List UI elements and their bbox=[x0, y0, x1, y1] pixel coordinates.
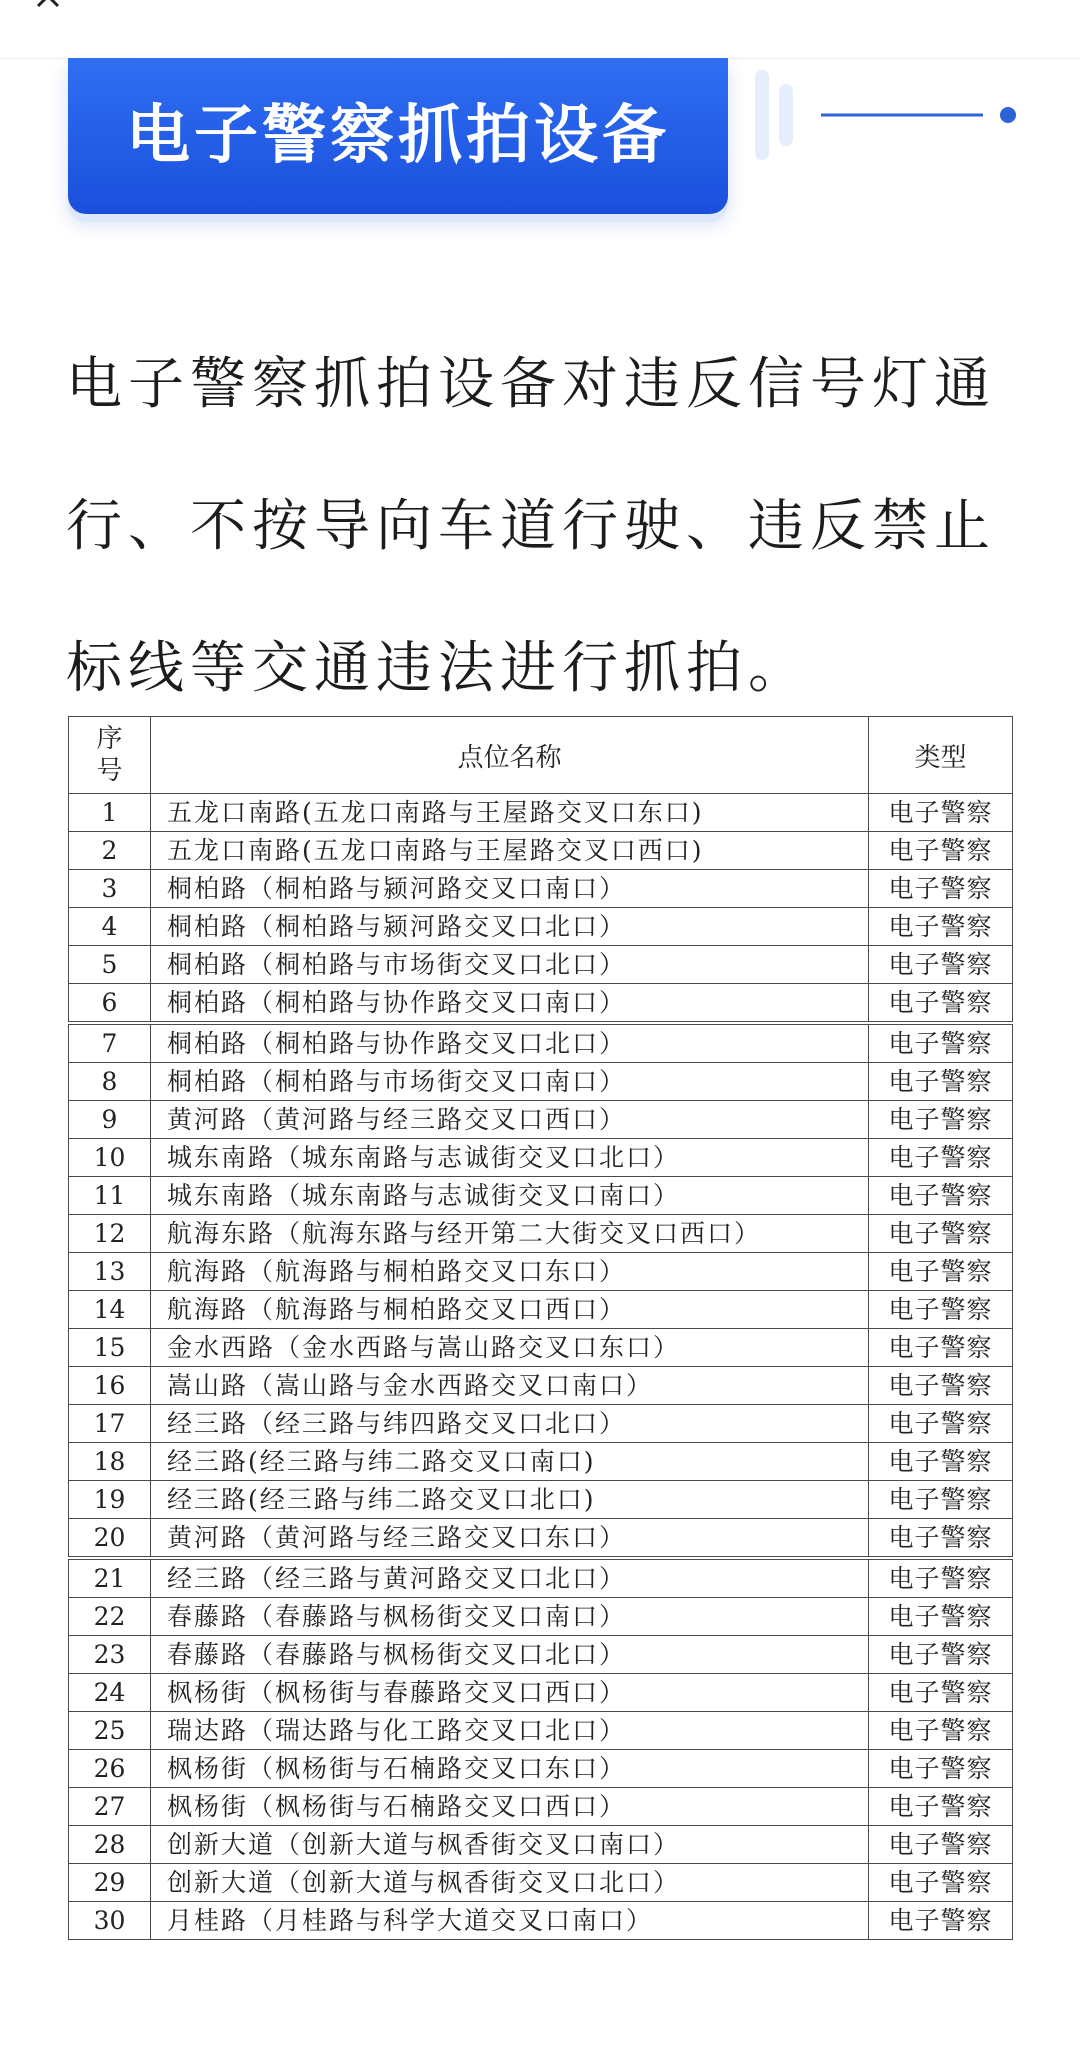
row-location: 城东南路（城东南路与志诚街交叉口北口） bbox=[151, 1139, 869, 1177]
row-location: 嵩山路（嵩山路与金水西路交叉口南口） bbox=[151, 1367, 869, 1405]
row-num: 18 bbox=[69, 1443, 151, 1481]
row-num: 25 bbox=[69, 1712, 151, 1750]
table-row bbox=[69, 1712, 1013, 1750]
row-location: 航海路（航海路与桐柏路交叉口东口） bbox=[151, 1253, 869, 1291]
row-location: 月桂路（月桂路与科学大道交叉口南口） bbox=[151, 1902, 869, 1940]
row-num: 17 bbox=[69, 1405, 151, 1443]
table-header-row bbox=[69, 717, 1013, 794]
camera-location-table bbox=[68, 716, 1012, 1940]
table-row bbox=[69, 832, 1013, 870]
row-num: 14 bbox=[69, 1291, 151, 1329]
row-type: 电子警察 bbox=[869, 1750, 1013, 1788]
row-type: 电子警察 bbox=[869, 870, 1013, 908]
table-row bbox=[69, 1636, 1013, 1674]
row-location: 创新大道（创新大道与枫香街交叉口南口） bbox=[151, 1826, 869, 1864]
table-row bbox=[69, 946, 1013, 984]
row-location: 经三路(经三路与纬二路交叉口北口) bbox=[151, 1481, 869, 1519]
table-row bbox=[69, 794, 1013, 832]
row-type: 电子警察 bbox=[869, 1329, 1013, 1367]
row-num: 23 bbox=[69, 1636, 151, 1674]
row-location: 枫杨街（枫杨街与石楠路交叉口东口） bbox=[151, 1750, 869, 1788]
row-type: 电子警察 bbox=[869, 946, 1013, 984]
row-num: 8 bbox=[69, 1063, 151, 1101]
row-type: 电子警察 bbox=[869, 1405, 1013, 1443]
row-type: 电子警察 bbox=[869, 984, 1013, 1024]
row-num: 5 bbox=[69, 946, 151, 984]
row-location: 桐柏路（桐柏路与颍河路交叉口北口） bbox=[151, 908, 869, 946]
header-num-line2: 号 bbox=[96, 756, 123, 786]
row-location: 经三路（经三路与纬四路交叉口北口） bbox=[151, 1405, 869, 1443]
table-row bbox=[69, 1329, 1013, 1367]
row-type: 电子警察 bbox=[869, 1864, 1013, 1902]
row-num: 16 bbox=[69, 1367, 151, 1405]
table-row bbox=[69, 1519, 1013, 1559]
row-type: 电子警察 bbox=[869, 1902, 1013, 1940]
row-type: 电子警察 bbox=[869, 1253, 1013, 1291]
table-row bbox=[69, 1253, 1013, 1291]
row-num: 21 bbox=[69, 1558, 151, 1598]
row-num: 6 bbox=[69, 984, 151, 1024]
row-type: 电子警察 bbox=[869, 1443, 1013, 1481]
row-type: 电子警察 bbox=[869, 908, 1013, 946]
table-row bbox=[69, 1139, 1013, 1177]
banner-decoration bbox=[755, 70, 1055, 160]
row-location: 枫杨街（枫杨街与春藤路交叉口西口） bbox=[151, 1674, 869, 1712]
table-row bbox=[69, 1215, 1013, 1253]
row-location: 五龙口南路(五龙口南路与王屋路交叉口东口) bbox=[151, 794, 869, 832]
row-num: 29 bbox=[69, 1864, 151, 1902]
row-location: 桐柏路（桐柏路与颍河路交叉口南口） bbox=[151, 870, 869, 908]
row-num: 4 bbox=[69, 908, 151, 946]
row-type: 电子警察 bbox=[869, 1558, 1013, 1598]
table-row bbox=[69, 1101, 1013, 1139]
row-num: 12 bbox=[69, 1215, 151, 1253]
banner-title: 电子警察抓拍设备 bbox=[126, 99, 670, 173]
header-num bbox=[69, 717, 151, 794]
row-num: 2 bbox=[69, 832, 151, 870]
row-location: 城东南路（城东南路与志诚街交叉口南口） bbox=[151, 1177, 869, 1215]
row-type: 电子警察 bbox=[869, 1481, 1013, 1519]
row-location: 经三路（经三路与黄河路交叉口北口） bbox=[151, 1558, 869, 1598]
row-num: 26 bbox=[69, 1750, 151, 1788]
table-row bbox=[69, 1405, 1013, 1443]
row-location: 瑞达路（瑞达路与化工路交叉口北口） bbox=[151, 1712, 869, 1750]
table-row bbox=[69, 1558, 1013, 1598]
row-type: 电子警察 bbox=[869, 1063, 1013, 1101]
table-row bbox=[69, 870, 1013, 908]
row-location: 金水西路（金水西路与嵩山路交叉口东口） bbox=[151, 1329, 869, 1367]
row-type: 电子警察 bbox=[869, 1598, 1013, 1636]
table-row bbox=[69, 1443, 1013, 1481]
row-location: 黄河路（黄河路与经三路交叉口东口） bbox=[151, 1519, 869, 1559]
row-location: 枫杨街（枫杨街与石楠路交叉口西口） bbox=[151, 1788, 869, 1826]
row-type: 电子警察 bbox=[869, 1023, 1013, 1063]
table-row bbox=[69, 908, 1013, 946]
section-banner bbox=[68, 58, 728, 214]
row-num: 24 bbox=[69, 1674, 151, 1712]
row-type: 电子警察 bbox=[869, 1788, 1013, 1826]
row-location: 春藤路（春藤路与枫杨街交叉口北口） bbox=[151, 1636, 869, 1674]
row-type: 电子警察 bbox=[869, 832, 1013, 870]
row-location: 航海路（航海路与桐柏路交叉口西口） bbox=[151, 1291, 869, 1329]
table-body bbox=[69, 794, 1013, 1940]
row-location: 桐柏路（桐柏路与市场街交叉口北口） bbox=[151, 946, 869, 984]
row-type: 电子警察 bbox=[869, 1101, 1013, 1139]
row-num: 22 bbox=[69, 1598, 151, 1636]
row-type: 电子警察 bbox=[869, 794, 1013, 832]
row-type: 电子警察 bbox=[869, 1712, 1013, 1750]
table-row bbox=[69, 1023, 1013, 1063]
row-num: 27 bbox=[69, 1788, 151, 1826]
table-row bbox=[69, 1367, 1013, 1405]
row-num: 30 bbox=[69, 1902, 151, 1940]
close-icon[interactable] bbox=[36, 0, 68, 8]
row-num: 28 bbox=[69, 1826, 151, 1864]
row-num: 13 bbox=[69, 1253, 151, 1291]
row-num: 1 bbox=[69, 794, 151, 832]
row-num: 19 bbox=[69, 1481, 151, 1519]
table-row bbox=[69, 1826, 1013, 1864]
table-row bbox=[69, 1674, 1013, 1712]
row-type: 电子警察 bbox=[869, 1519, 1013, 1559]
row-type: 电子警察 bbox=[869, 1139, 1013, 1177]
row-type: 电子警察 bbox=[869, 1215, 1013, 1253]
table-row bbox=[69, 1902, 1013, 1940]
table-row bbox=[69, 984, 1013, 1024]
row-type: 电子警察 bbox=[869, 1291, 1013, 1329]
table-row bbox=[69, 1481, 1013, 1519]
table-row bbox=[69, 1750, 1013, 1788]
location-table bbox=[68, 716, 1013, 1940]
row-location: 桐柏路（桐柏路与协作路交叉口南口） bbox=[151, 984, 869, 1024]
table-row bbox=[69, 1864, 1013, 1902]
table-row bbox=[69, 1788, 1013, 1826]
table-row bbox=[69, 1177, 1013, 1215]
row-num: 20 bbox=[69, 1519, 151, 1559]
header-location: 点位名称 bbox=[151, 717, 869, 794]
row-type: 电子警察 bbox=[869, 1826, 1013, 1864]
row-location: 创新大道（创新大道与枫香街交叉口北口） bbox=[151, 1864, 869, 1902]
header-num-line1: 序 bbox=[96, 724, 123, 754]
intro-paragraph: 电子警察抓拍设备对违反信号灯通行、不按导向车道行驶、违反禁止标线等交通违法进行抓拍。 bbox=[66, 352, 996, 701]
row-type: 电子警察 bbox=[869, 1674, 1013, 1712]
row-location: 黄河路（黄河路与经三路交叉口西口） bbox=[151, 1101, 869, 1139]
row-num: 15 bbox=[69, 1329, 151, 1367]
row-num: 9 bbox=[69, 1101, 151, 1139]
row-type: 电子警察 bbox=[869, 1177, 1013, 1215]
row-num: 7 bbox=[69, 1023, 151, 1063]
row-location: 五龙口南路(五龙口南路与王屋路交叉口西口) bbox=[151, 832, 869, 870]
row-location: 航海东路（航海东路与经开第二大街交叉口西口） bbox=[151, 1215, 869, 1253]
row-num: 10 bbox=[69, 1139, 151, 1177]
row-type: 电子警察 bbox=[869, 1367, 1013, 1405]
header-type: 类型 bbox=[869, 717, 1013, 794]
row-location: 桐柏路（桐柏路与协作路交叉口北口） bbox=[151, 1023, 869, 1063]
table-row bbox=[69, 1598, 1013, 1636]
row-location: 桐柏路（桐柏路与市场街交叉口南口） bbox=[151, 1063, 869, 1101]
row-num: 3 bbox=[69, 870, 151, 908]
table-row bbox=[69, 1291, 1013, 1329]
row-num: 11 bbox=[69, 1177, 151, 1215]
table-row bbox=[69, 1063, 1013, 1101]
row-type: 电子警察 bbox=[869, 1636, 1013, 1674]
row-location: 春藤路（春藤路与枫杨街交叉口南口） bbox=[151, 1598, 869, 1636]
row-location: 经三路(经三路与纬二路交叉口南口) bbox=[151, 1443, 869, 1481]
top-bar bbox=[0, 0, 1080, 59]
